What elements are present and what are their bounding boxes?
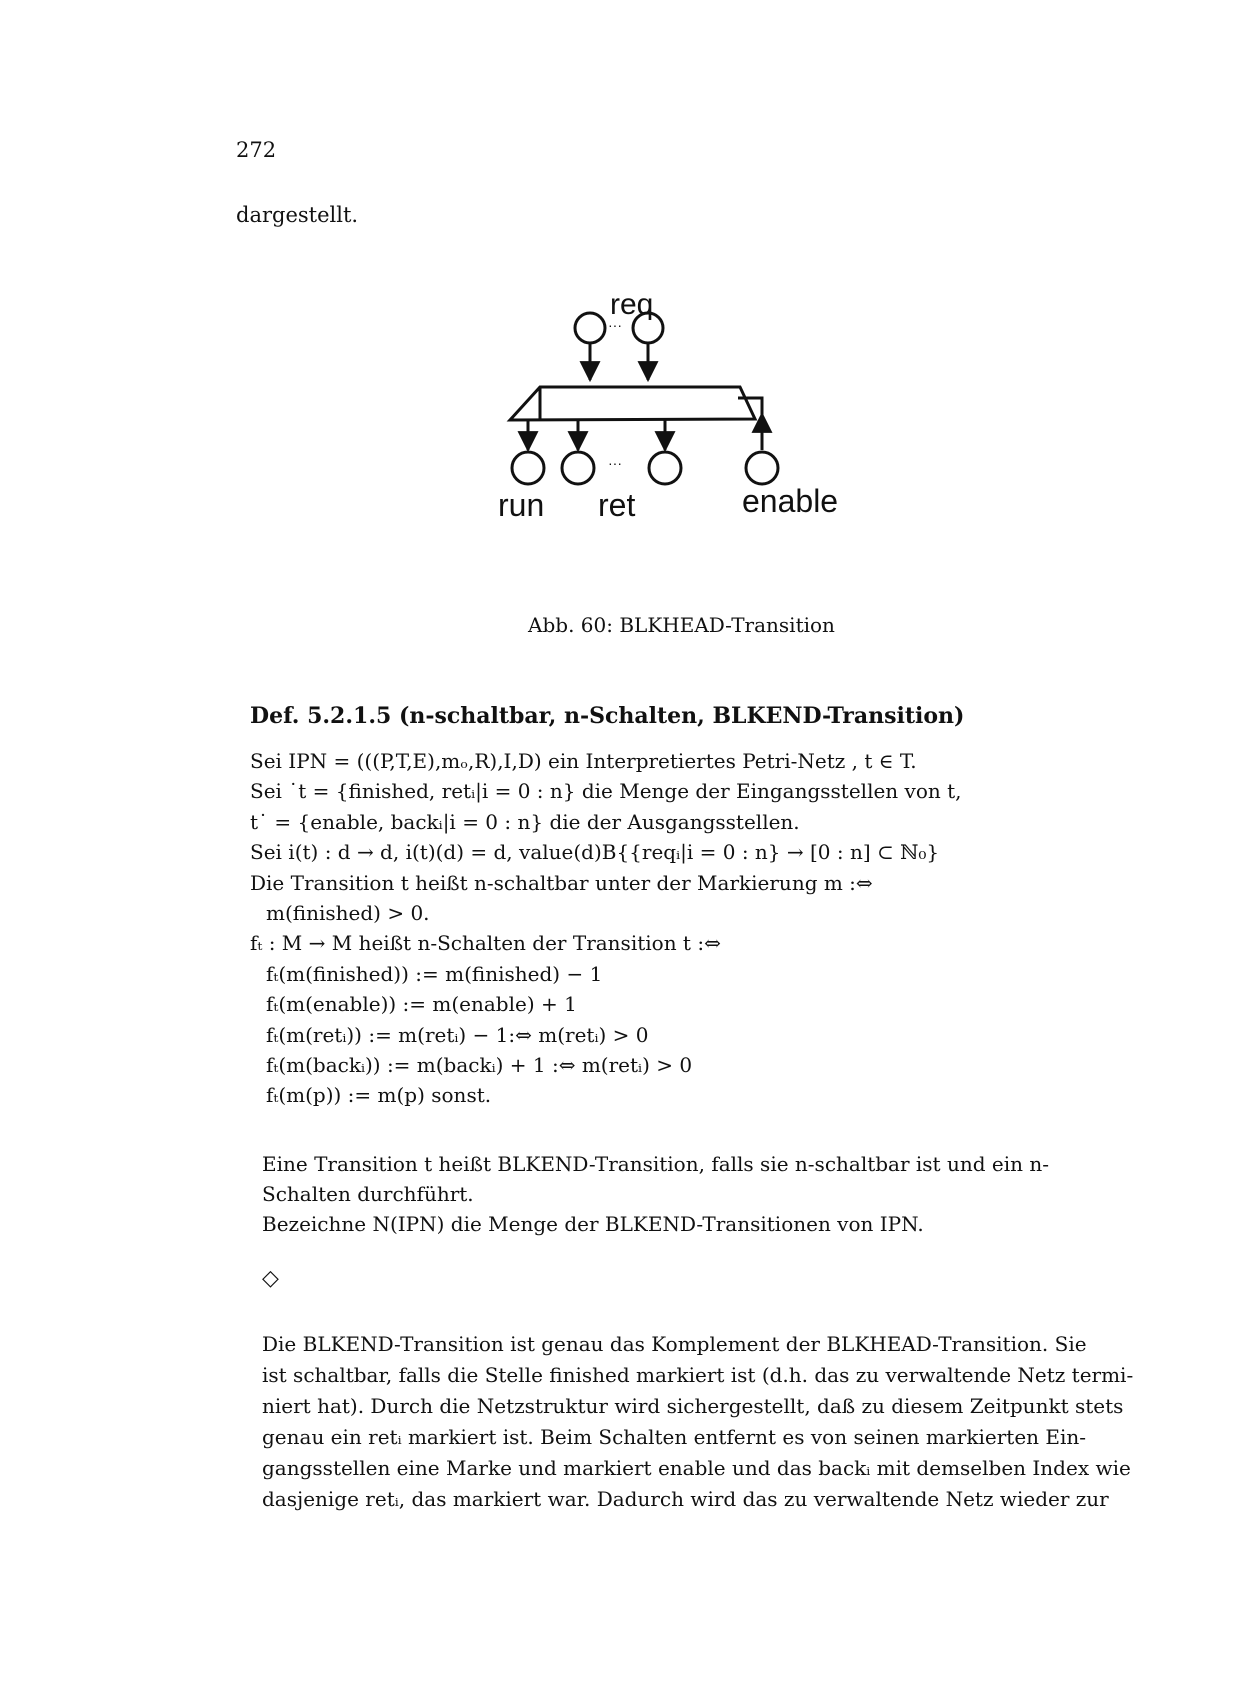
label-enable: enable	[742, 483, 839, 519]
closing-line: Eine Transition t heißt BLKEND-Transition, falls sie n-schaltbar ist und ein n-	[262, 1152, 1049, 1176]
definition-line: fₜ(m(finished)) := m(finished) − 1	[266, 961, 603, 986]
page-number: 272	[236, 138, 277, 162]
place-enable	[746, 452, 778, 484]
paragraph-line: genau ein retᵢ markiert ist. Beim Schalten entfernt es von seinen markierten Ein-	[262, 1425, 1087, 1449]
figure-caption: Abb. 60: BLKHEAD-Transition	[528, 613, 835, 637]
definition-line: fₜ(m(backᵢ)) := m(backᵢ) + 1 :⇔ m(retᵢ) > 0	[266, 1053, 693, 1078]
closing-line: Schalten durchführt.	[262, 1182, 474, 1206]
label-run: run	[498, 487, 545, 523]
body-paragraph	[262, 1329, 1182, 1515]
definition-line: Die Transition t heißt n-schaltbar unter der Markierung m :⇔	[250, 870, 873, 895]
definition-line: fₜ(m(enable)) := m(enable) + 1	[266, 992, 577, 1017]
paragraph-line: niert hat). Durch die Netzstruktur wird sichergestellt, daß zu diesem Zeitpunkt stets	[262, 1394, 1124, 1418]
definition-line: Sei IPN = (((P,T,E),mₒ,R),I,D) ein Interpretiertes Petri-Netz , t ∈ T.	[250, 749, 917, 773]
closing-line: Bezeichne N(IPN) die Menge der BLKEND-Transitionen von IPN.	[262, 1212, 924, 1236]
transition-bar	[510, 387, 755, 420]
ellipsis-bottom: ···	[608, 455, 622, 471]
place-ret-1	[562, 452, 594, 484]
definition-line: fₜ : M → M heißt n-Schalten der Transition t :⇔	[250, 931, 721, 956]
label-req: req	[610, 288, 654, 321]
label-ret: ret	[598, 487, 636, 523]
end-of-definition-marker: ◇	[262, 1266, 279, 1291]
definition-line: fₜ(m(retᵢ)) := m(retᵢ) − 1:⇔ m(retᵢ) > 0	[266, 1022, 649, 1047]
definition-line: Sei i(t) : d → d, i(t)(d) = d, value(d)B{{reqᵢ|i = 0 : n} → [0 : n] ⊂ ℕ₀}	[250, 840, 940, 865]
definition-body	[250, 746, 962, 1111]
paragraph-line: ist schaltbar, falls die Stelle finished markiert ist (d.h. das zu verwaltende Netz termi-	[262, 1363, 1134, 1387]
petri-net-figure	[490, 280, 920, 580]
paragraph-line: gangsstellen eine Marke und markiert enable und das backᵢ mit demselben Index wie	[262, 1456, 1131, 1480]
lead-text: dargestellt.	[236, 203, 359, 227]
paragraph-line: dasjenige retᵢ, das markiert war. Dadurch wird das zu verwaltende Netz wieder zur	[262, 1487, 1109, 1511]
paragraph-line: Die BLKEND-Transition ist genau das Komplement der BLKHEAD-Transition. Sie	[262, 1332, 1087, 1356]
definition-line: fₜ(m(p)) := m(p) sonst.	[266, 1083, 492, 1108]
definition-line: m(finished) > 0.	[266, 901, 430, 926]
place-ret-n	[649, 452, 681, 484]
place-run	[512, 452, 544, 484]
definition-line: Sei ˙t = {finished, retᵢ|i = 0 : n} die Menge der Eingangsstellen von t,	[250, 779, 962, 804]
definition-closing	[262, 1149, 1182, 1239]
ellipsis-top: ···	[608, 317, 622, 333]
definition-line: t˙ = {enable, backᵢ|i = 0 : n} die der Ausgangsstellen.	[250, 809, 800, 834]
place-req-1	[575, 313, 605, 343]
definition-title: Def. 5.2.1.5 (n-schaltbar, n-Schalten, BLKEND-Transition)	[250, 703, 965, 729]
